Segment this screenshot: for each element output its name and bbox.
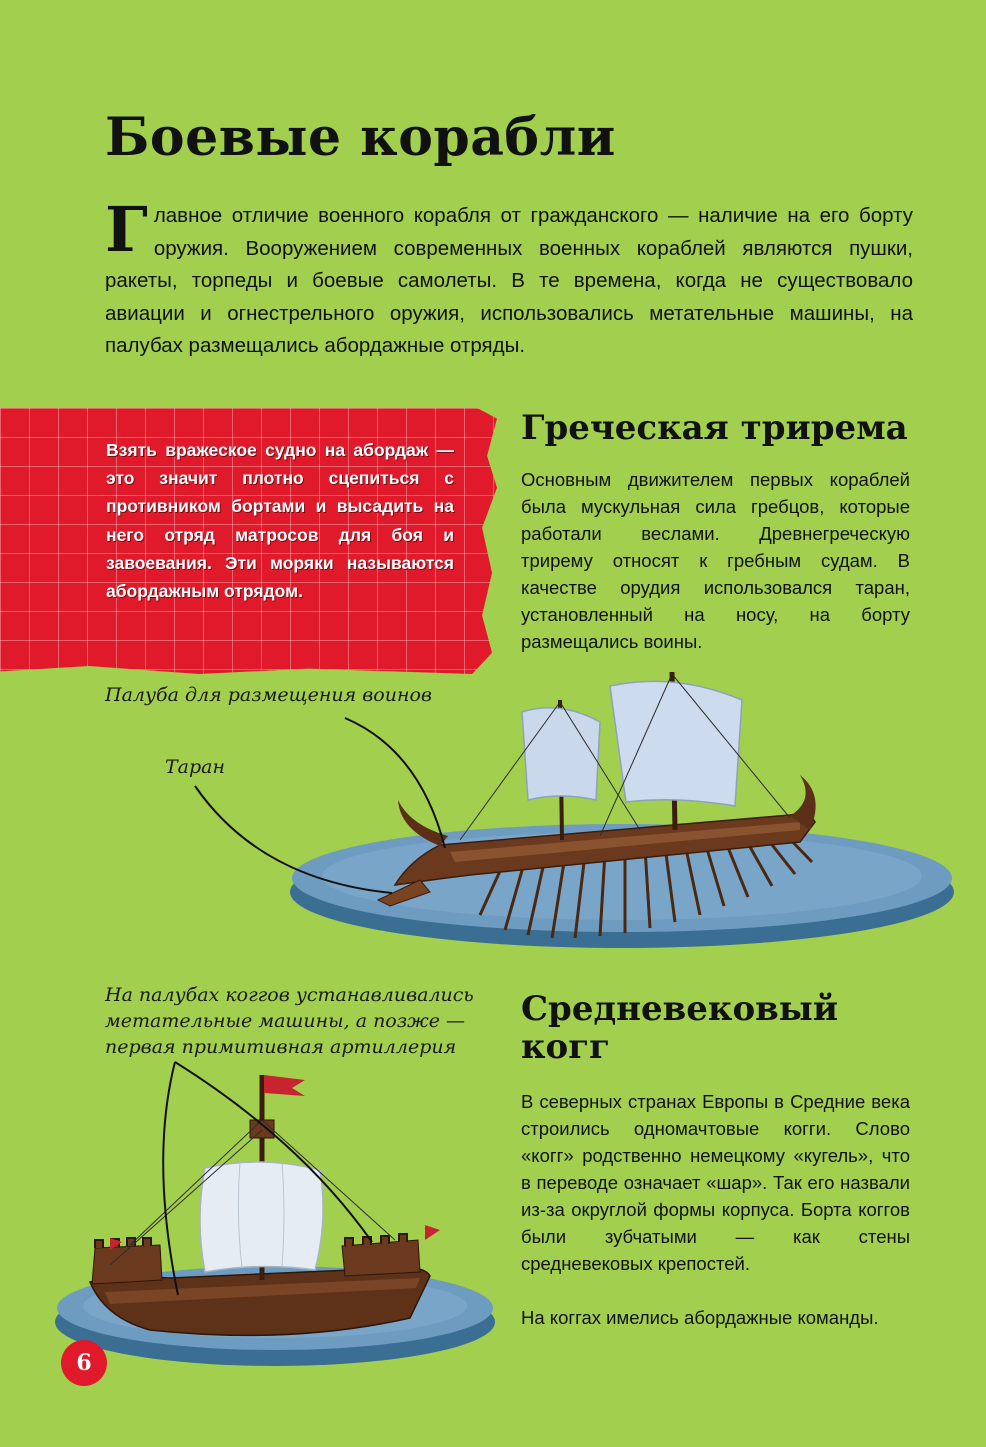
trireme-illustration: [195, 672, 954, 948]
cog-text-last: На коггах имелись абордажные команды.: [521, 1307, 879, 1328]
caption-deck: Палуба для размещения воинов: [105, 684, 432, 706]
cog-illustration: [55, 1062, 495, 1366]
cog-heading-line-1: Средневековый: [521, 989, 839, 1029]
drop-cap: Г: [105, 193, 148, 266]
intro-text: лавное отличие военного корабля от гражданского — наличие на его борту оружия. Вооружением современных военных кораблей являются пушки, ракеты, торпеды и боевые самолеты. В те времена, когда не существовало авиации и огнестрельного оружия, использовались метательные машины, на палубах размещались абордажные отряды.: [105, 204, 913, 358]
cog-caption-line-1: На палубах коггов устанавливались: [105, 984, 474, 1006]
cog-caption-line-3: первая примитивная артиллерия: [105, 1036, 457, 1058]
cog-heading-line-2: когг: [521, 1027, 610, 1068]
page-number: 6: [61, 1340, 107, 1386]
caption-ram: Таран: [165, 756, 226, 778]
page-title: Боевые корабли: [105, 107, 616, 168]
trireme-heading: Греческая трирема: [521, 408, 908, 448]
trireme-text: Основным движителем первых кораблей была мускульная сила гребцов, которые работали веслами. Древнегреческую трирему относят к гребным судам. В качестве орудия использовался таран, установленный на носу, на борту размещались воины.: [521, 469, 910, 652]
cog-caption: [105, 982, 474, 1060]
cog-heading: [521, 990, 838, 1066]
boarding-info-text: Взять вражеское судно на абордаж — это значит плотно сцепиться с противником бортами и высадить на него отряд матросов для боя и завоевания. Эти моряки называются абордажным отрядом.: [106, 440, 454, 602]
cog-text: В северных странах Европы в Средние века строились одномачтовые когги. Слово «когг» родственно немецкому «кугель», что в переводе означает «шар». Так его назвали из-за округлой формы корпуса. Борта коггов были зубчатыми — как стены средневековых крепостей.: [521, 1091, 910, 1274]
cog-caption-line-2: метательные машины, а позже —: [105, 1010, 465, 1032]
